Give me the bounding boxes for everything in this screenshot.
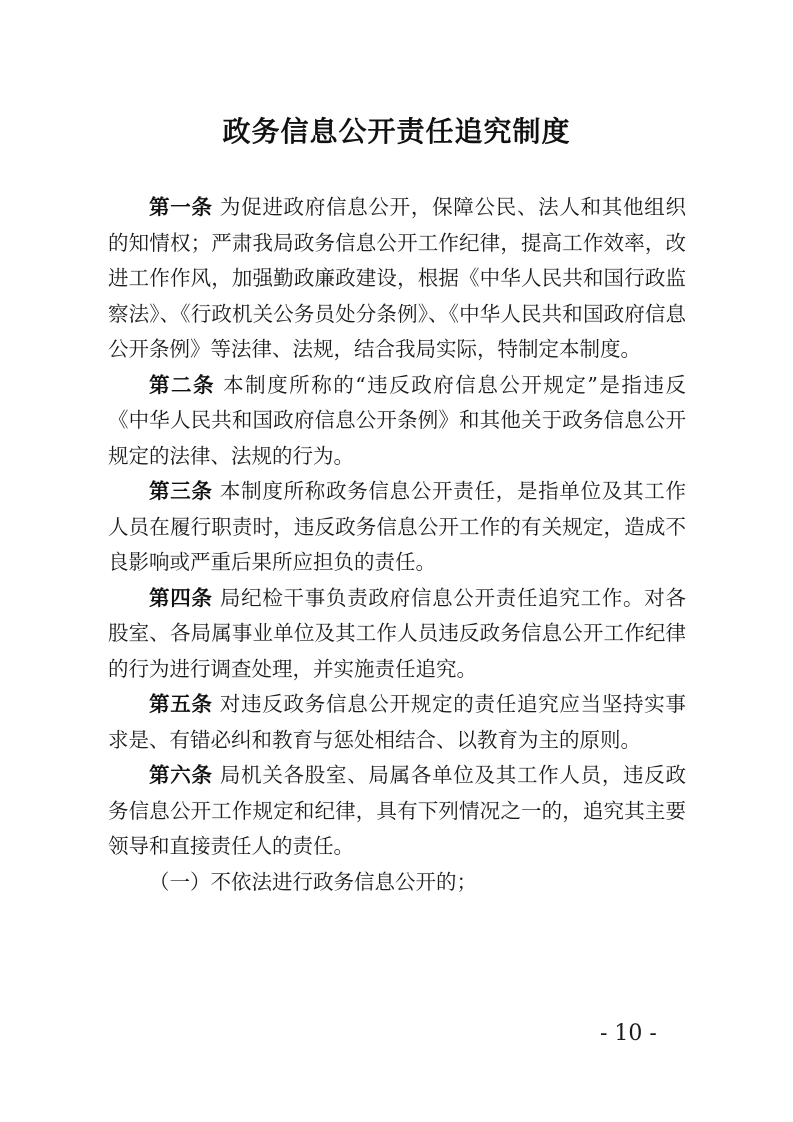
article-6: [108, 758, 686, 865]
article-2-text: 本制度所称的“违反政府信息公开规定”是指违反《中华人民共和国政府信息公开条例》和其他关于政务信息公开规定的法律、法规的行为。: [108, 372, 686, 468]
article-5: [108, 687, 686, 758]
document-title: 政务信息公开责任追究制度: [222, 115, 571, 148]
article-5-text: 对违反政务信息公开规定的责任追究应当坚持实事求是、有错必纠和教育与惩处相结合、以教育为主的原则。: [108, 692, 686, 752]
article-5-lead: 第五条: [149, 692, 213, 716]
list-item-1: （一）不依法进行政务信息公开的；: [149, 869, 477, 894]
article-2: [108, 368, 686, 475]
document-body: [108, 190, 686, 900]
article-4: [108, 581, 686, 688]
article-3-text: 本制度所称政务信息公开责任，是指单位及其工作人员在履行职责时，违反政务信息公开工作的有关规定，造成不良影响或严重后果所应担负的责任。: [108, 479, 686, 574]
article-1: [108, 190, 686, 368]
article-1-lead: 第一条: [149, 195, 213, 219]
article-4-lead: 第四条: [149, 585, 213, 610]
article-3-lead: 第三条: [149, 479, 213, 503]
article-1-text: 为促进政府信息公开，保障公民、法人和其他组织的知情权；严肃我局政务信息公开工作纪律，提高工作效率，改进工作作风，加强勤政廉政建设，根据《中华人民共和国行政监察法》、《行政机关公务员处分条例》、《中华人民共和国政府信息公开条例》等法律、法规，结合我局实际，特制定本制度。: [108, 195, 686, 361]
article-6-text: 局机关各股室、局属各单位及其工作人员，违反政务信息公开工作规定和纪律，具有下列情况之一的，追究其主要领导和直接责任人的责任。: [108, 763, 686, 858]
article-3: [108, 474, 686, 581]
article-6-lead: 第六条: [149, 763, 213, 787]
page-number: - 10 -: [600, 1021, 657, 1046]
article-4-text: 局纪检干事负责政府信息公开责任追究工作。对各股室、各局属事业单位及其工作人员违反政务信息公开工作纪律的行为进行调查处理，并实施责任追究。: [108, 585, 686, 681]
article-2-lead: 第二条: [149, 372, 216, 397]
